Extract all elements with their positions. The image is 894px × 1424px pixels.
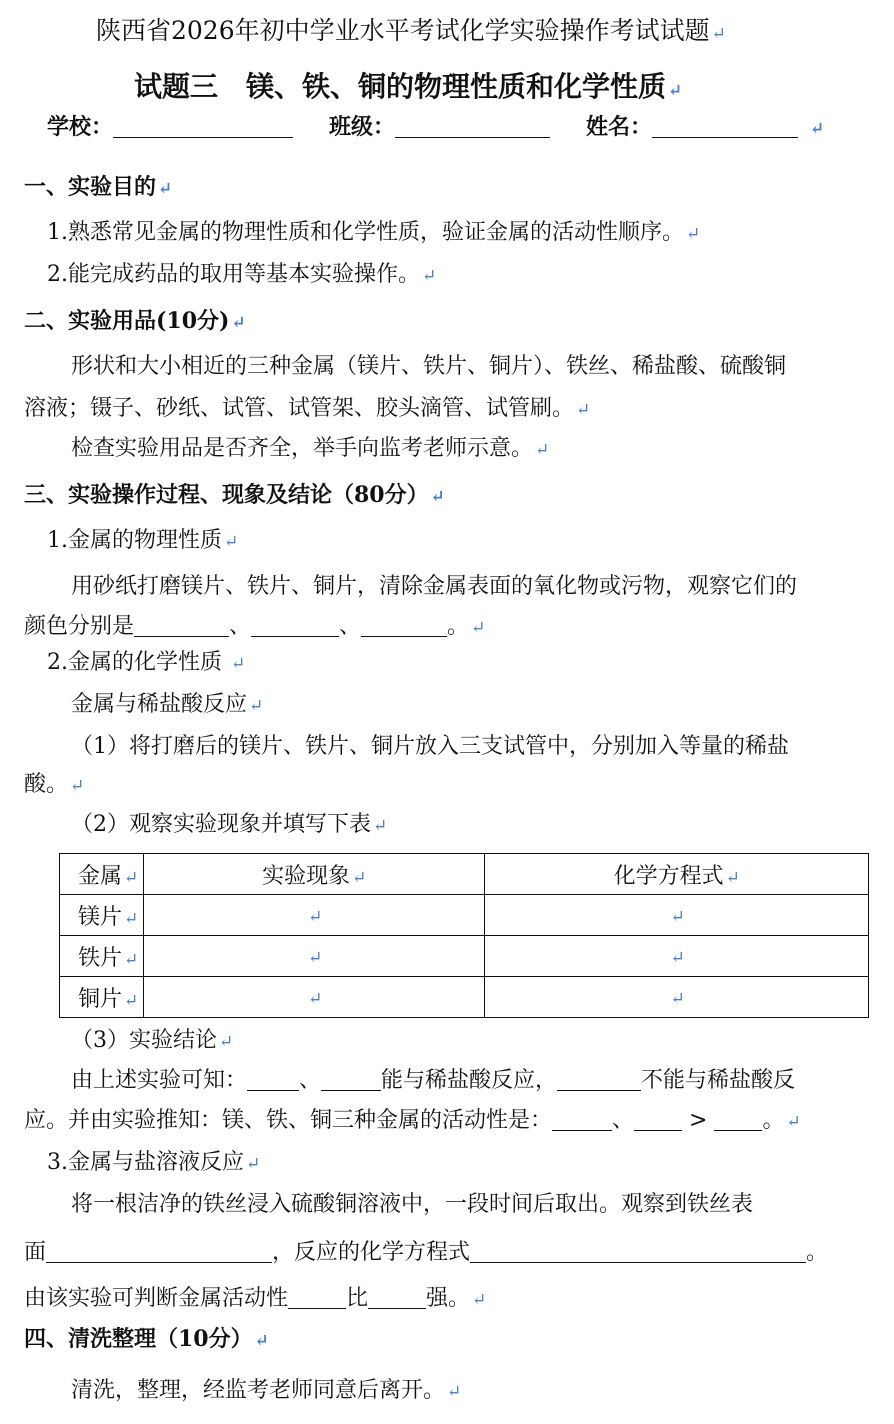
reactive-metal-blank-2[interactable] bbox=[321, 1068, 381, 1091]
metal-cell: 铁片 ↵ bbox=[60, 936, 144, 977]
physical-properties-heading: 1.金属的物理性质 ↵ bbox=[47, 528, 239, 553]
step-1-line-1: （1）将打磨后的镁片、铁片、铜片放入三支试管中，分别加入等量的稀盐 bbox=[71, 734, 789, 759]
phenomenon-cell[interactable]: ↵ bbox=[143, 895, 485, 936]
conclusion-line-1: 由上述实验可知： 、 能与稀盐酸反应， 不能与稀盐酸反 bbox=[71, 1068, 796, 1093]
name-label: 姓名： bbox=[586, 114, 653, 140]
cleanup-text: 清洗，整理，经监考老师同意后离开。 ↵ bbox=[71, 1378, 462, 1403]
question-subtitle: 试题三 镁、铁、铜的物理性质和化学性质 ↵ bbox=[134, 70, 683, 103]
salt-line-2: 面 ，反应的化学方程式 。 bbox=[24, 1240, 829, 1265]
materials-line-1: 形状和大小相近的三种金属（镁片、铁片、铜片）、铁丝、稀盐酸、硫酸铜 bbox=[71, 354, 787, 379]
table-header-row bbox=[60, 854, 869, 895]
metal-cell: 镁片 ↵ bbox=[60, 895, 144, 936]
equation-cell[interactable]: ↵ bbox=[485, 895, 869, 936]
step-2: （2）观察实验现象并填写下表 ↵ bbox=[71, 812, 388, 837]
header-metal: 金属 ↵ bbox=[60, 854, 144, 895]
equation-blank[interactable] bbox=[470, 1240, 806, 1263]
color-blank-1[interactable] bbox=[134, 614, 229, 637]
equation-cell[interactable]: ↵ bbox=[485, 977, 869, 1018]
table-row bbox=[60, 895, 869, 936]
exam-title: 陕西省2026年初中学业水平考试化学实验操作考试试题 ↵ bbox=[96, 16, 726, 45]
equation-cell[interactable]: ↵ bbox=[485, 936, 869, 977]
acid-reaction-title: 金属与稀盐酸反应 ↵ bbox=[71, 692, 264, 717]
purpose-item-2: 2.能完成药品的取用等基本实验操作。 ↵ bbox=[47, 262, 437, 287]
results-table bbox=[59, 853, 869, 1018]
color-blank-2[interactable] bbox=[251, 614, 339, 637]
physical-line-1: 用砂纸打磨镁片、铁片、铜片，清除金属表面的氧化物或污物，观察它们的 bbox=[71, 574, 798, 599]
metal-cell: 铜片 ↵ bbox=[60, 977, 144, 1018]
class-blank[interactable] bbox=[395, 115, 550, 138]
color-blank-3[interactable] bbox=[361, 614, 447, 637]
salt-reaction-heading: 3.金属与盐溶液反应 ↵ bbox=[47, 1150, 261, 1175]
materials-check: 检查实验用品是否齐全，举手向监考老师示意。 ↵ bbox=[71, 436, 550, 461]
reactive-metal-blank-1[interactable] bbox=[247, 1068, 299, 1091]
phenomenon-cell[interactable]: ↵ bbox=[143, 936, 485, 977]
step-1-line-2: 酸。 ↵ bbox=[24, 772, 85, 797]
header-equation: 化学方程式 ↵ bbox=[485, 854, 869, 895]
purpose-item-1: 1.熟悉常见金属的物理性质和化学性质，验证金属的活动性顺序。 ↵ bbox=[47, 220, 701, 245]
section-materials-heading: 二、实验用品(10分) ↵ bbox=[24, 308, 246, 334]
section-cleanup-heading: 四、清洗整理（10分） ↵ bbox=[24, 1326, 269, 1352]
section-purpose-heading: 一、实验目的 ↵ bbox=[24, 174, 173, 200]
nonreactive-metal-blank[interactable] bbox=[557, 1068, 641, 1091]
school-blank[interactable] bbox=[113, 115, 293, 138]
activity-blank-3[interactable] bbox=[714, 1108, 762, 1131]
iron-surface-blank[interactable] bbox=[46, 1240, 272, 1263]
table-row bbox=[60, 936, 869, 977]
physical-line-2: 颜色分别是 、 、 。 ↵ bbox=[24, 614, 486, 639]
chemical-properties-heading: 2.金属的化学性质 ↵ bbox=[47, 650, 246, 675]
salt-line-3: 由该实验可判断金属活动性 比 强。 ↵ bbox=[24, 1286, 487, 1311]
step-3: （3）实验结论 ↵ bbox=[71, 1028, 234, 1053]
activity-blank-1[interactable] bbox=[552, 1108, 612, 1131]
student-info-row: 学校： 班级： 姓名： ↵ bbox=[47, 114, 825, 140]
materials-line-2: 溶液；镊子、砂纸、试管、试管架、胶头滴管、试管刷。 ↵ bbox=[24, 396, 591, 421]
name-blank[interactable] bbox=[652, 115, 798, 138]
school-label: 学校： bbox=[47, 114, 114, 140]
table-row bbox=[60, 977, 869, 1018]
weaker-metal-blank[interactable] bbox=[368, 1286, 426, 1309]
header-phenomenon: 实验现象 ↵ bbox=[143, 854, 485, 895]
class-label: 班级： bbox=[329, 114, 396, 140]
salt-line-1: 将一根洁净的铁丝浸入硫酸铜溶液中，一段时间后取出。观察到铁丝表 bbox=[71, 1192, 754, 1217]
stronger-metal-blank[interactable] bbox=[288, 1286, 346, 1309]
phenomenon-cell[interactable]: ↵ bbox=[143, 977, 485, 1018]
activity-blank-2[interactable] bbox=[634, 1108, 682, 1131]
conclusion-line-2: 应。并由实验推知：镁、铁、铜三种金属的活动性是： 、 > 。 ↵ bbox=[24, 1108, 801, 1133]
section-procedure-heading: 三、实验操作过程、现象及结论（80分） ↵ bbox=[24, 482, 445, 508]
